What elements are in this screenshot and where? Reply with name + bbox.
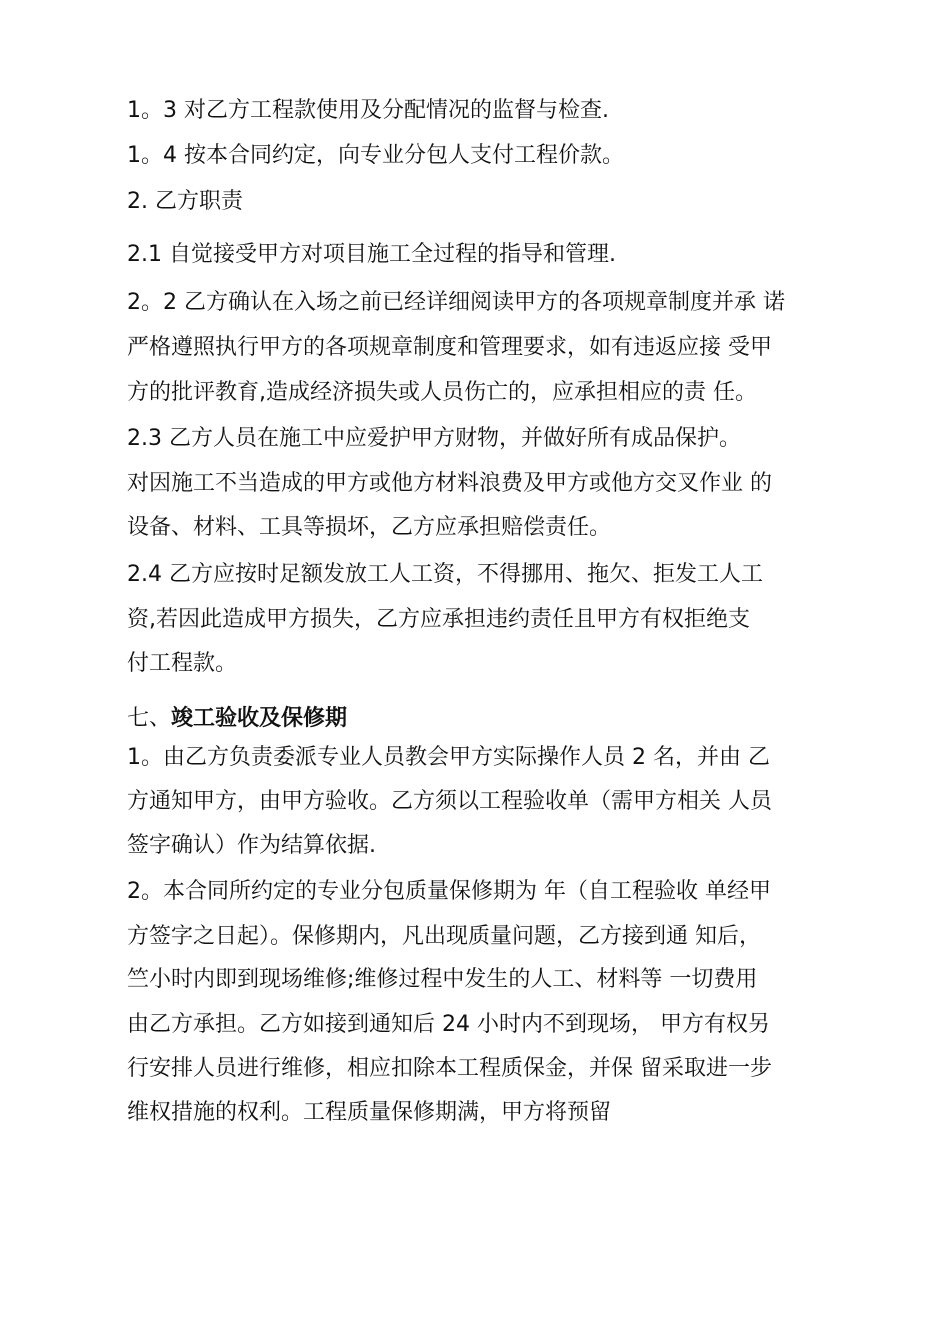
paragraph-line: 方签字之日起）。保修期内，凡出现质量问题，乙方接到通 知后， [127, 924, 761, 949]
paragraph-line: 签字确认）作为结算依据. [127, 833, 376, 858]
section-heading [127, 703, 867, 735]
paragraph-line: 1。3 对乙方工程款使用及分配情况的监督与检查. [127, 98, 609, 123]
paragraph-line: 2。2 乙方确认在入场之前已经详细阅读甲方的各项规章制度并承 诺 [127, 290, 785, 315]
paragraph-line: 付工程款。 [127, 651, 238, 676]
section-title: 竣工验收及保修期 [171, 706, 348, 731]
paragraph-line: 设备、材料、工具等损坏，乙方应承担赔偿责任。 [127, 515, 612, 540]
paragraph-line: 方的批评教育,造成经济损失或人员伤亡的，应承担相应的责 任。 [127, 380, 757, 405]
section-number: 七、 [127, 706, 172, 731]
paragraph-line: 严格遵照执行甲方的各项规章制度和管理要求，如有违返应接 受甲 [127, 335, 772, 360]
paragraph-line: 维权措施的权利。工程质量保修期满，甲方将预留 [127, 1100, 612, 1125]
paragraph-line: 资,若因此造成甲方损失，乙方应承担违约责任且甲方有权拒绝支 [127, 607, 750, 632]
paragraph-line: 方通知甲方，由甲方验收。乙方须以工程验收单（需甲方相关 人员 [127, 789, 772, 814]
paragraph-line: 2。本合同所约定的专业分包质量保修期为 年（自工程验收 单经甲 [127, 879, 771, 904]
paragraph-line: 2. 乙方职责 [127, 189, 243, 214]
paragraph-line: 2.1 自觉接受甲方对项目施工全过程的指导和管理. [127, 242, 616, 267]
paragraph-line: 2.4 乙方应按时足额发放工人工资，不得挪用、拖欠、拒发工人工 [127, 562, 763, 587]
paragraph-line: 1。4 按本合同约定，向专业分包人支付工程价款。 [127, 143, 624, 168]
paragraph-line: 对因施工不当造成的甲方或他方材料浪费及甲方或他方交叉作业 的 [127, 471, 772, 496]
paragraph-line: 竺小时内即到现场维修;维修过程中发生的人工、材料等 一切费用 [127, 967, 758, 992]
paragraph-line: 由乙方承担。乙方如接到通知后 24 小时内不到现场， 甲方有权另 [127, 1012, 770, 1037]
paragraph-line: 2.3 乙方人员在施工中应爱护甲方财物，并做好所有成品保护。 [127, 426, 741, 451]
paragraph-line: 行安排人员进行维修，相应扣除本工程质保金，并保 留采取进一步 [127, 1056, 772, 1081]
paragraph-line: 1。由乙方负责委派专业人员教会甲方实际操作人员 2 名，并由 乙 [127, 745, 770, 770]
